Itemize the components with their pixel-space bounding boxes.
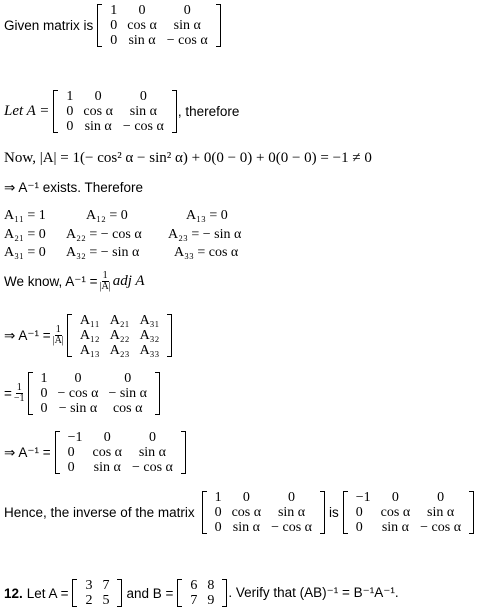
cofactor-a11: A₁₁ = 1	[4, 208, 46, 223]
adjoint-numeric-line	[4, 371, 161, 416]
cofactor-a21: A₂₁ = 0	[4, 227, 46, 242]
matrix-cell: 0	[183, 3, 191, 18]
matrix-cell: − cos α	[131, 460, 173, 475]
matrix-cell: 0	[139, 89, 147, 104]
fraction-one-over-absa-2: $\frac{1}{|A|}$	[52, 324, 64, 346]
question-12-line	[4, 578, 399, 608]
matrix-cell: 0	[437, 490, 445, 505]
inverse-matrix	[54, 430, 187, 475]
matrix-cell: A₁₂	[79, 328, 100, 343]
matrix-cell: A₂₂	[109, 328, 130, 343]
matrix-cell: cos α	[92, 445, 122, 460]
matrix-cell: 0	[66, 119, 74, 134]
matrix-cell: sin α	[173, 18, 201, 33]
matrix-cell: 2	[85, 593, 93, 608]
hence-label: Hence, the inverse of the matrix	[4, 505, 195, 520]
inverse-exists-line: ⇒ A⁻¹ exists. Therefore	[4, 180, 143, 195]
matrix-cell: 0	[66, 104, 74, 119]
matrix-cell: 0	[94, 89, 102, 104]
matrix-cell: cos α	[231, 505, 262, 520]
matrix-cell: cos α	[127, 18, 157, 33]
matrix-cell: 0	[110, 33, 118, 48]
cofactor-a13: A₁₃ = 0	[186, 208, 228, 223]
given-label: Given matrix is	[4, 18, 94, 33]
q12-let-label: Let A =	[26, 585, 69, 601]
matrix-cell: 7	[190, 593, 198, 608]
matrix-cell: 0	[103, 430, 111, 445]
matrix-cell: 0	[138, 3, 146, 18]
matrix-cell: − sin α	[58, 401, 98, 416]
matrix-cell: sin α	[93, 460, 121, 475]
matrix-cell: sin α	[381, 520, 409, 535]
matrix-cell: 1	[40, 371, 48, 386]
matrix-cell: cos α	[380, 505, 411, 520]
matrix-cell: 0	[40, 401, 48, 416]
matrix-cell: 0	[242, 490, 250, 505]
q12-matrix-b	[176, 578, 228, 608]
matrix-cell: 3	[85, 578, 93, 593]
matrix-cell: sin α	[128, 33, 156, 48]
matrix-cell: sin α	[427, 505, 455, 520]
matrix-cell: − cos α	[122, 119, 164, 134]
inverse-result-line	[4, 430, 187, 475]
matrix-cell: 9	[207, 593, 215, 608]
cofactor-a32: A₃₂ = − sin α	[66, 245, 140, 260]
matrix-cell: A₃₃	[139, 343, 160, 358]
cofactor-a22: A₂₂ = − cos α	[66, 227, 142, 242]
matrix-cell: 0	[355, 520, 363, 535]
matrix-cell: cos α	[112, 401, 143, 416]
equals-sign: =	[4, 386, 12, 401]
matrix-cell: 0	[391, 490, 399, 505]
matrix-cell: sin α	[129, 104, 157, 119]
matrix-cell: 0	[214, 505, 222, 520]
cofactor-a31: A₃₁ = 0	[4, 245, 46, 260]
cofactor-a33: A₃₃ = cos α	[174, 245, 239, 260]
matrix-cell: sin α	[84, 119, 112, 134]
matrix-cell: 0	[110, 18, 118, 33]
matrix-cell: A₂₁	[109, 313, 130, 328]
adjoint-symbol-matrix	[66, 313, 174, 358]
matrix-cell: cos α	[83, 104, 113, 119]
matrix-cell: −1	[67, 430, 83, 445]
adjoint-symbol-line	[4, 313, 173, 358]
let-a-line	[4, 89, 239, 134]
is-label: is	[329, 505, 339, 520]
matrix-cell: − cos α	[420, 520, 462, 535]
matrix-cell: A₁₃	[79, 343, 100, 358]
cofactor-a23: A₂₃ = − sin α	[168, 227, 242, 242]
adjoint-numeric-matrix	[27, 371, 161, 416]
we-know-label: We know, A⁻¹ =	[4, 273, 98, 289]
implies-ainv-label-2: ⇒ A⁻¹ =	[4, 444, 51, 460]
matrix-cell: 0	[67, 460, 75, 475]
matrix-cell: 1	[214, 490, 222, 505]
matrix-cell: sin α	[232, 520, 260, 535]
matrix-cell: 8	[207, 578, 215, 593]
fraction-one-over-absa: $\frac{1}{|A|}$	[99, 270, 111, 292]
matrix-cell: −1	[355, 490, 371, 505]
matrix-cell: − cos α	[57, 386, 99, 401]
matrix-cell: A₃₂	[139, 328, 160, 343]
matrix-cell: sin α	[277, 505, 306, 520]
question-number: 12.	[4, 585, 23, 601]
matrix-cell: 0	[288, 490, 296, 505]
implies-ainv-label: ⇒ A⁻¹ =	[4, 327, 51, 343]
matrix-cell: sin α	[138, 445, 167, 460]
conclusion-line	[4, 490, 475, 535]
matrix-a	[52, 89, 177, 134]
matrix-cell: 5	[102, 593, 110, 608]
matrix-cell: 0	[214, 520, 222, 535]
adj-a-text: adj A	[112, 273, 145, 289]
matrix-cell: − cos α	[271, 520, 312, 535]
given-matrix	[96, 3, 221, 48]
inverse-matrix-conclusion	[342, 490, 475, 535]
matrix-cell: A₂₃	[109, 343, 130, 358]
therefore-label: , therefore	[177, 104, 240, 119]
matrix-cell: 7	[102, 578, 110, 593]
matrix-cell: 0	[355, 505, 363, 520]
fraction-one-over-neg-one: $\frac{1}{-1}$	[13, 382, 25, 404]
cofactor-a12: A₁₂ = 0	[86, 208, 128, 223]
given-matrix-line	[4, 3, 222, 48]
original-matrix-conclusion	[201, 490, 326, 535]
determinant-line: Now, |A| = 1(− cos² α − sin² α) + 0(0 − 0) + 0(0 − 0) = −1 ≠ 0	[4, 150, 372, 166]
matrix-cell: 0	[124, 371, 132, 386]
inverse-formula-line	[4, 271, 145, 292]
matrix-cell: 0	[40, 386, 48, 401]
matrix-cell: − sin α	[108, 386, 148, 401]
let-a-label: Let A =	[4, 103, 50, 119]
q12-and-label: and B =	[126, 585, 174, 601]
q12-verify-label: . Verify that (AB)⁻¹ = B⁻¹A⁻¹.	[228, 585, 399, 600]
matrix-cell: 1	[110, 3, 118, 18]
matrix-cell: 0	[148, 430, 156, 445]
matrix-cell: − cos α	[166, 33, 208, 48]
matrix-cell: 0	[67, 445, 75, 460]
matrix-cell: 6	[190, 578, 198, 593]
q12-matrix-a	[71, 578, 123, 608]
matrix-cell: A₁₁	[79, 313, 100, 328]
matrix-cell: A₃₁	[139, 313, 160, 328]
matrix-cell: 1	[66, 89, 74, 104]
matrix-cell: 0	[74, 371, 82, 386]
